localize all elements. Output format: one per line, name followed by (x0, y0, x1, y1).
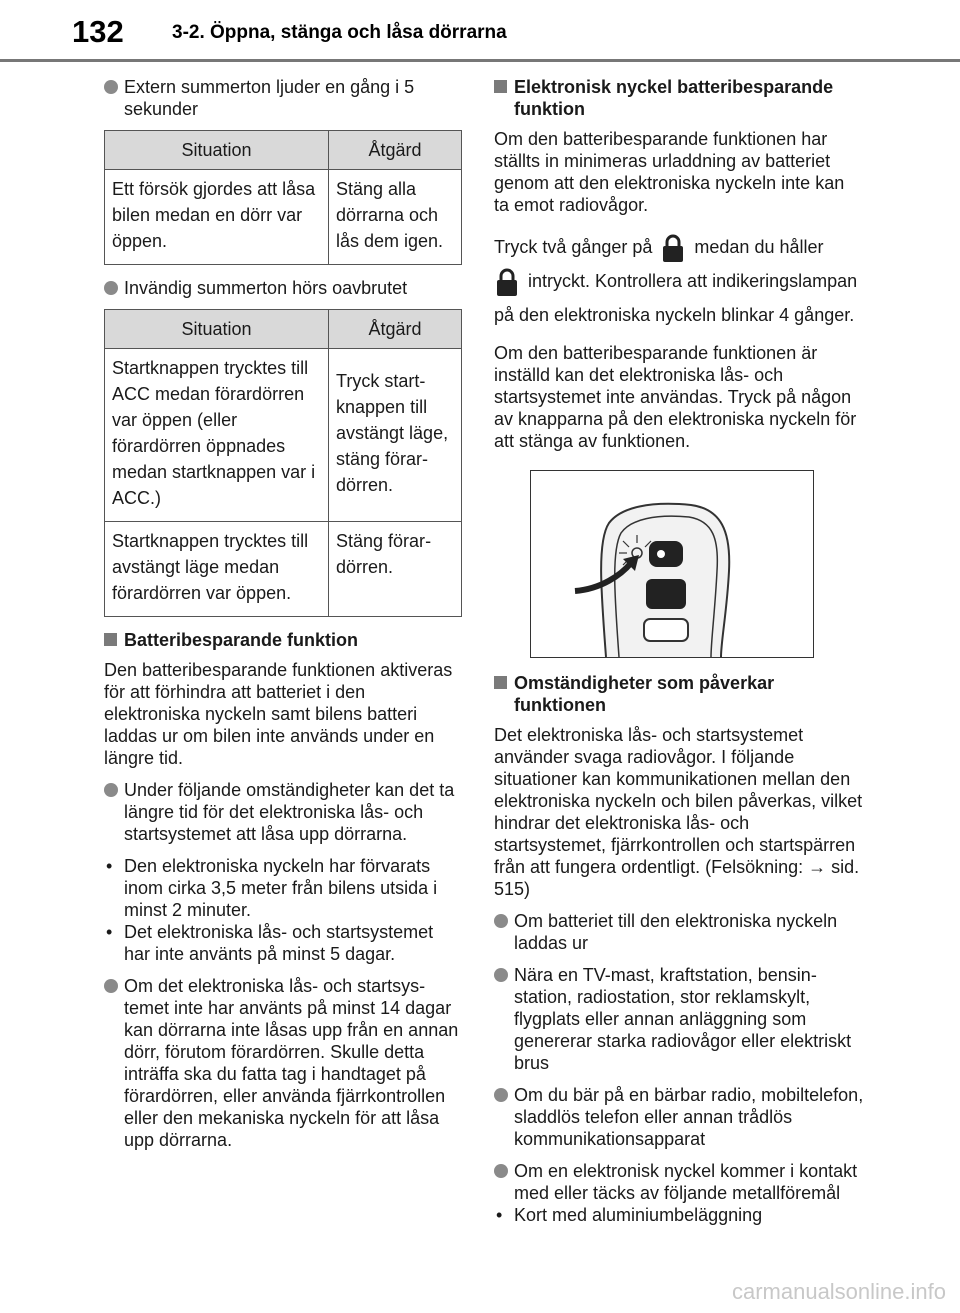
bullet-dot-icon (494, 914, 508, 928)
bullet-text: Extern summerton ljuder en gång i 5 sekunder (124, 77, 415, 119)
bullet-dot-icon (104, 281, 118, 295)
lock-button-icon (649, 541, 683, 567)
instruction-text: medan du håller (694, 237, 824, 257)
bullet-text: Under följande omständigheter kan det ta längre tid för det elektroniska lås- och startsystemet att låsa upp dörrarna. (124, 780, 455, 844)
right-column (494, 76, 864, 1226)
table-cell-situation: Startknappen trycktes till avstängt läge medan förardörren var öppen. (105, 522, 329, 617)
paragraph: Den batteribesparande funktionen aktiveras för att förhindra att batteriet i den elektroniska nyckeln samt bilens batteri laddas ur om bilen inte används under en längre tid. (104, 660, 453, 768)
table-buzzer-external (104, 130, 462, 265)
heading-text: Elektronisk nyckel batteribesparande funktion (514, 77, 834, 119)
table-buzzer-internal (104, 309, 462, 617)
bullet-item (104, 277, 464, 299)
dash-text: Den elektroniska nyckeln har förvarats inom cirka 3,5 meter från bilens utsida i minst 2 minuter. (124, 856, 438, 920)
dash-item (104, 855, 464, 921)
dash-item (104, 921, 464, 965)
bullet-text: Invändig summerton hörs oavbrutet (124, 278, 408, 298)
bullet-dot-icon (104, 80, 118, 94)
table-cell-situation: Startknappen trycktes till ACC medan förardörren var öppen (eller förardörren öppnades medan startknappen var i ACC.) (105, 349, 329, 522)
table-cell-action: Stäng alla dörrarna och lås dem igen. (329, 170, 462, 265)
bullet-item (104, 975, 464, 1151)
heading-text: Omständigheter som påverkar funktionen (514, 673, 775, 715)
paragraph: Om den batteribesparande funktionen är inställd kan det elektroniska lås- och startsystemet inte användas. Tryck på någon av knapparna på den elektroniska nyckeln för att stänga av funktionen. (494, 343, 857, 451)
unlock-button-icon (646, 579, 686, 609)
bullet-item (494, 910, 864, 954)
trunk-button-icon (644, 619, 688, 641)
paragraph: Om den batteribesparande funktionen har ställts in minimeras urladdning av batteriet genom att den elektroniska nyckeln inte kan ta emot radiovågor. (494, 129, 845, 215)
bullet-item (494, 964, 864, 1074)
bullet-dot-icon (104, 979, 118, 993)
table-cell-action: Tryck startknappen till avstängt läge, stäng förardörren. (329, 349, 462, 522)
heading-key-battery-saving (494, 76, 864, 120)
table-header-action: Åtgärd (329, 131, 462, 170)
key-fob-illustration (530, 470, 814, 658)
table-row (105, 170, 462, 265)
instruction-text: Tryck två gånger på (494, 237, 653, 257)
left-column (104, 76, 464, 1161)
dash-item (494, 1204, 864, 1226)
bullet-text: Om batteriet till den elektroniska nyckeln laddas ur (514, 911, 838, 953)
table-cell-situation: Ett försök gjordes att låsa bilen medan en dörr var öppen. (105, 170, 329, 265)
table-header-situation: Situation (105, 310, 329, 349)
watermark: carmanualsonline.info (731, 1279, 946, 1304)
heading-text: Batteribesparande funktion (124, 630, 359, 650)
dash-text: Det elektroniska lås- och startsystemet har inte använts på minst 5 dagar. (124, 922, 434, 964)
bullet-item (104, 76, 464, 120)
bullet-dot-icon (104, 783, 118, 797)
bullet-dot-icon (494, 1088, 508, 1102)
table-row (105, 349, 462, 522)
bullet-dot-icon (494, 1164, 508, 1178)
dash-bullet-icon: • (496, 1205, 503, 1225)
section-title: 3-2. Öppna, stänga och låsa dörrarna (172, 22, 507, 43)
dash-bullet-icon: • (106, 922, 113, 942)
heading-battery-saving (104, 629, 464, 651)
table-header-action: Åtgärd (329, 310, 462, 349)
key-fob-image (531, 471, 813, 657)
instruction-paragraph (494, 230, 864, 332)
dash-bullet-icon: • (106, 856, 113, 876)
square-bullet-icon (104, 633, 117, 646)
lock-icon (662, 233, 684, 263)
bullet-text: Nära en TV-mast, kraftstation, bensinstation, radiostation, stor reklamskylt, flygplats eller annan anläggning som genererar starka radiovågor eller elektriskt brus (514, 965, 852, 1073)
page-header (0, 0, 960, 66)
lock-icon (496, 267, 518, 297)
bullet-item (104, 779, 464, 845)
bullet-text: Om det elektroniska lås- och startsystemet inte har använts på minst 14 dagar kan dörrarna inte låsas upp från en annan dörr, förutom förardörren. Skulle detta inträffa ska du fatta tag i handtaget på förardörren, eller använda fjärrkontrollen eller den mekaniska nyckeln för att låsa upp dörrarna. (124, 976, 459, 1150)
heading-circumstances (494, 672, 864, 716)
table-row (105, 522, 462, 617)
instruction-text: intryckt. Kontrollera att indikeringslampan på den elektroniska nyckeln blinkar 4 gånger. (494, 271, 858, 325)
square-bullet-icon (494, 676, 507, 689)
bullet-text: Om du bär på en bärbar radio, mobiltelefon, sladdlös telefon eller annan trådlös kommunikationsapparat (514, 1085, 864, 1149)
bullet-dot-icon (494, 968, 508, 982)
bullet-text: Om en elektronisk nyckel kommer i kontakt med eller täcks av följande metallföremål (514, 1161, 858, 1203)
page-number: 132 (72, 14, 124, 49)
dash-text: Kort med aluminiumbeläggning (514, 1205, 763, 1225)
table-cell-action: Stäng förardörren. (329, 522, 462, 617)
table-header-situation: Situation (105, 131, 329, 170)
paragraph: Det elektroniska lås- och startsystemet använder svaga radiovågor. I följande situationer kan kommunikationen mellan den elektroniska nyckeln och bilen påverkas, vilket hindrar det elektroniska lås- och startsystemet, fjärrkontrollen och startspärren från att fungera ordentligt. (Felsökning: → sid. 515) (494, 725, 863, 899)
square-bullet-icon (494, 80, 507, 93)
header-divider (0, 59, 960, 62)
bullet-item (494, 1084, 864, 1150)
bullet-item (494, 1160, 864, 1204)
